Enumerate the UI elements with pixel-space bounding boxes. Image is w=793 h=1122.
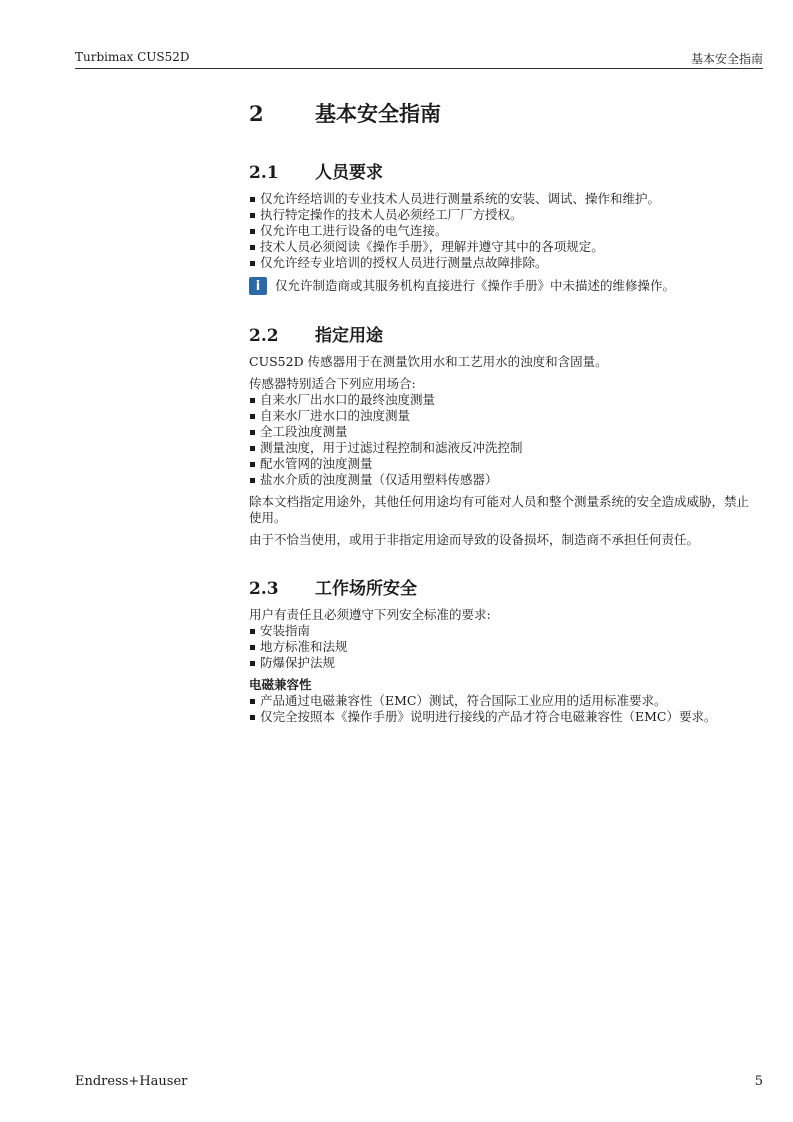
prohibited-use-paragraph: 除本文档指定用途外，其他任何用途均有可能对人员和整个测量系统的安全造成威胁，禁止使用。: [249, 494, 750, 525]
section-title: 工作场所安全: [315, 579, 417, 599]
liability-paragraph: 由于不恰当使用，或用于非指定用途而导致的设备损坏，制造商不承担任何责任。: [249, 532, 700, 547]
intended-use-intro: CUS52D 传感器用于在测量饮用水和工艺用水的浊度和含固量。: [249, 354, 608, 369]
page-content: [249, 98, 753, 751]
list-item: 盐水介质的浊度测量（仅适用塑料传感器）: [249, 472, 753, 488]
chapter-title: 基本安全指南: [315, 101, 441, 126]
list-item: 仅允许电工进行设备的电气连接。: [249, 223, 753, 239]
section-number: 2.3: [249, 579, 279, 599]
list-item: 仅完全按照本《操作手册》说明进行接线的产品才符合电磁兼容性（EMC）要求。: [249, 709, 753, 725]
section-personnel: [249, 158, 753, 295]
section-number: 2.1: [249, 163, 279, 183]
list-item: 自来水厂进水口的浊度测量: [249, 408, 753, 424]
applications-list: [249, 392, 753, 488]
page-number: 5: [754, 1074, 763, 1089]
section-title: 指定用途: [315, 326, 383, 346]
info-icon: i: [249, 277, 267, 295]
section-intended-use: [249, 321, 753, 548]
list-item: 测量浊度，用于过滤过程控制和滤液反冲洗控制: [249, 440, 753, 456]
list-item: 执行特定操作的技术人员必须经工厂厂方授权。: [249, 207, 753, 223]
list-item: 产品通过电磁兼容性（EMC）测试，符合国际工业应用的适用标准要求。: [249, 693, 753, 709]
list-item: 全工段浊度测量: [249, 424, 753, 440]
list-item: 安装指南: [249, 623, 753, 639]
section-heading: [249, 158, 753, 183]
emc-heading: 电磁兼容性: [249, 677, 312, 692]
personnel-requirements-list: [249, 191, 753, 271]
list-item: 配水管网的浊度测量: [249, 456, 753, 472]
list-item: 仅允许经专业培训的授权人员进行测量点故障排除。: [249, 255, 753, 271]
section-heading: [249, 574, 753, 599]
list-item: 防爆保护法规: [249, 655, 753, 671]
list-item: 技术人员必须阅读《操作手册》，理解并遵守其中的各项规定。: [249, 239, 753, 255]
info-note: [249, 277, 753, 295]
section-heading: [249, 321, 753, 346]
header-document-title: Turbimax CUS52D: [75, 50, 190, 64]
section-workplace-safety: [249, 574, 753, 725]
safety-standards-list: [249, 623, 753, 671]
section-number: 2.2: [249, 326, 279, 346]
list-item: 仅允许经培训的专业技术人员进行测量系统的安装、调试、操作和维护。: [249, 191, 753, 207]
applications-intro: 传感器特别适合下列应用场合:: [249, 376, 416, 391]
list-item: 地方标准和法规: [249, 639, 753, 655]
chapter-number: 2: [249, 101, 264, 126]
section-title: 人员要求: [315, 163, 383, 183]
safety-standards-intro: 用户有责任且必须遵守下列安全标准的要求:: [249, 607, 491, 622]
header-divider: [75, 68, 763, 69]
info-note-text: 仅允许制造商或其服务机构直接进行《操作手册》中未描述的维修操作。: [275, 278, 676, 293]
chapter-heading: [249, 98, 753, 128]
list-item: 自来水厂出水口的最终浊度测量: [249, 392, 753, 408]
emc-list: [249, 693, 753, 725]
footer-brand: Endress+Hauser: [75, 1074, 188, 1089]
header-chapter-title: 基本安全指南: [690, 52, 763, 66]
